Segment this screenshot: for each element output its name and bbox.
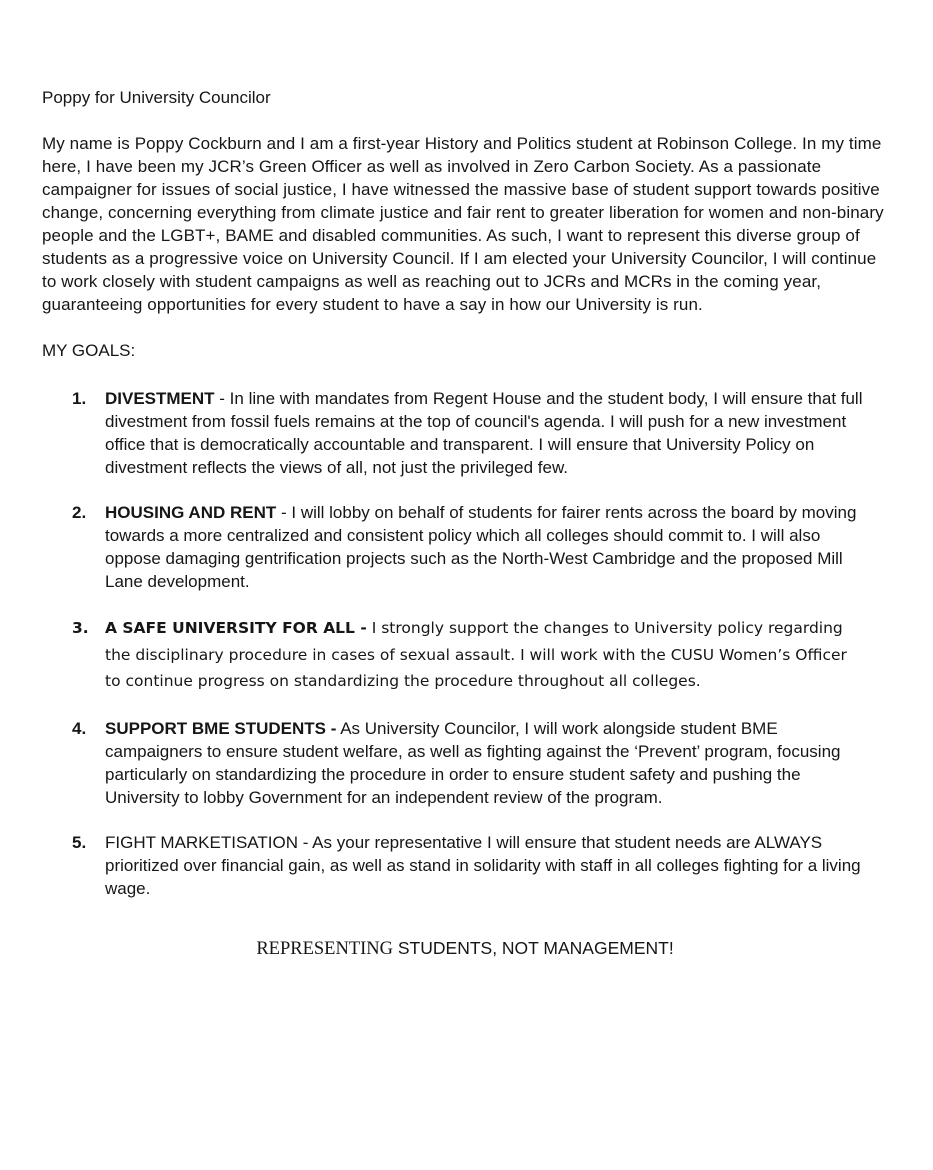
- document-title: Poppy for University Councilor: [42, 88, 271, 107]
- goal-3-number: 3.: [72, 619, 89, 637]
- goal-1-text: [105, 387, 868, 479]
- goal-item-2: [72, 501, 865, 593]
- goal-3-heading: A SAFE UNIVERSITY FOR ALL -: [105, 619, 367, 637]
- goal-1-body: In line with mandates from Regent House and the student body, I will ensure that full divestment from fossil fuels remains at the top of council's agenda. I will push for a new investment office that is democratically accountable and transparent. I will ensure that University Policy on divestment reflects the views of all, not just the privileged few.: [105, 389, 868, 477]
- goal-2-separator: -: [276, 503, 292, 522]
- goals-list: [72, 387, 888, 900]
- goal-2-number: 2.: [72, 503, 87, 522]
- goal-item-5: [72, 831, 865, 900]
- goal-2-body: I will lobby on behalf of students for fairer rents across the board by moving towards a more centralized and consistent policy which all colleges should commit to. I will also oppose damaging gentrification projects such as the North-West Cambridge and the proposed Mill Lane development.: [105, 503, 862, 591]
- closing-slogan-serif: REPRESENTING: [256, 938, 394, 959]
- goal-item-1: [72, 387, 868, 479]
- goal-1-heading: DIVESTMENT: [105, 389, 215, 408]
- goal-4-heading: SUPPORT BME STUDENTS -: [105, 718, 337, 738]
- goal-2-heading: HOUSING AND RENT: [105, 503, 277, 522]
- goal-item-3: [72, 615, 865, 695]
- goal-item-4: [72, 717, 865, 809]
- goal-5-number: 5.: [72, 832, 87, 852]
- closing-slogan-sans: STUDENTS, NOT MANAGEMENT!: [393, 937, 674, 958]
- goal-4-body: As University Councilor, I will work alongside student BME campaigners to ensure student welfare, as well as fighting against the ‘Prevent’ program, focusing particularly on standardizing the procedure in order to ensure student safety and pushing the University to lobby Government for an independent review of the program.: [105, 718, 846, 807]
- intro-paragraph: My name is Poppy Cockburn and I am a first-year History and Politics student at Robinson College. In my time here, I have been my JCR’s Green Officer as well as involved in Zero Carbon Society. As a passionate campaigner for issues of social justice, I have witnessed the massive base of student support towards positive change, concerning everything from climate justice and fair rent to greater liberation for women and non-binary people and the LGBT+, BAME and disabled communities. As such, I want to represent this diverse group of students as a progressive voice on University Council. If I am elected your University Councilor, I will continue to work closely with student campaigns as well as reaching out to JCRs and MCRs in the coming year, guaranteeing opportunities for every student to have a say in how our University is run.: [42, 134, 889, 314]
- goal-1-separator: -: [214, 389, 230, 408]
- goal-5-separator: -: [298, 832, 313, 852]
- goals-heading: MY GOALS:: [42, 341, 136, 360]
- goal-5-body: As your representative I will ensure that student needs are ALWAYS prioritized over financial gain, as well as stand in solidarity with staff in all colleges fighting for a living wage.: [105, 832, 866, 898]
- goal-3-body: I strongly support the changes to University policy regarding the disciplinary procedure in cases of sexual assault. I will work with the CUSU Women’s Officer to continue progress on standardizing the procedure throughout all colleges.: [105, 619, 852, 690]
- goal-4-text: [105, 717, 865, 809]
- goal-4-number: 4.: [72, 718, 87, 738]
- goal-3-text: [105, 615, 865, 695]
- goal-2-text: [105, 501, 865, 593]
- goal-5-text: [105, 831, 865, 900]
- goal-5-heading: FIGHT MARKETISATION: [105, 832, 298, 852]
- goal-1-number: 1.: [72, 389, 87, 408]
- closing-slogan: [42, 938, 888, 960]
